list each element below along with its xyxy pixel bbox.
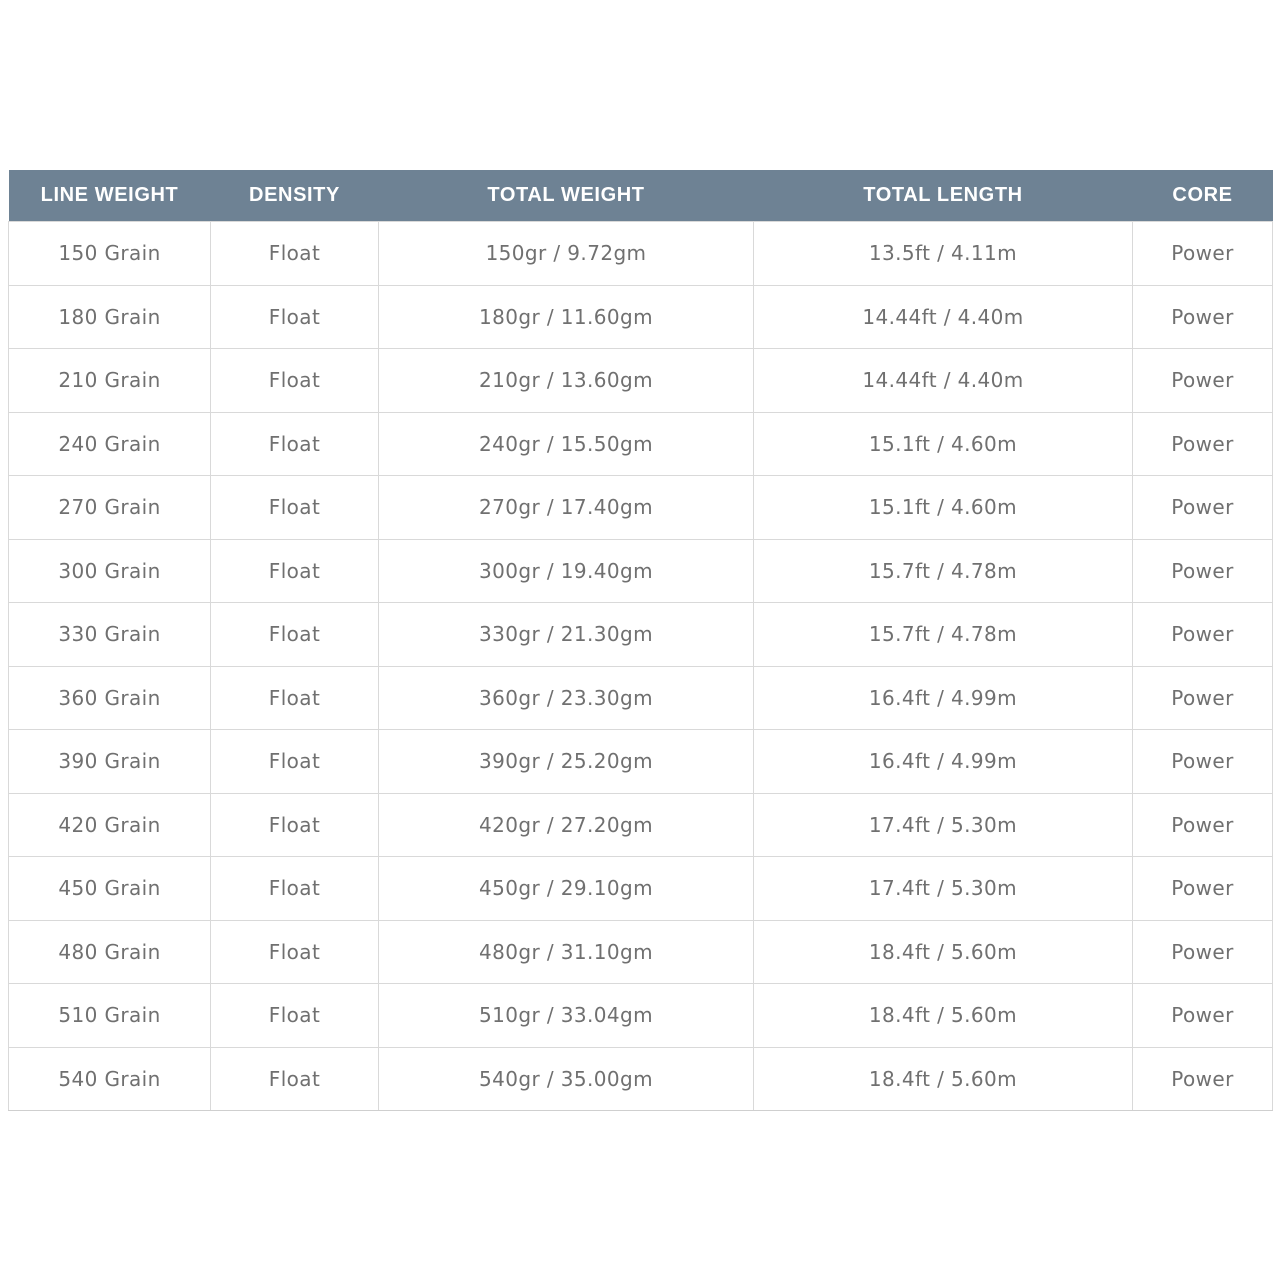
table-row bbox=[9, 857, 1273, 921]
cell-line-weight: 420 Grain bbox=[9, 793, 211, 857]
cell-total-length: 18.4ft / 5.60m bbox=[754, 920, 1133, 984]
cell-total-weight: 480gr / 31.10gm bbox=[379, 920, 754, 984]
cell-core: Power bbox=[1133, 349, 1273, 413]
cell-total-weight: 150gr / 9.72gm bbox=[379, 222, 754, 286]
cell-density: Float bbox=[211, 476, 379, 540]
cell-line-weight: 330 Grain bbox=[9, 603, 211, 667]
cell-total-length: 17.4ft / 5.30m bbox=[754, 793, 1133, 857]
table-row bbox=[9, 666, 1273, 730]
cell-total-weight: 510gr / 33.04gm bbox=[379, 984, 754, 1048]
cell-total-length: 16.4ft / 4.99m bbox=[754, 666, 1133, 730]
cell-total-length: 15.7ft / 4.78m bbox=[754, 539, 1133, 603]
cell-density: Float bbox=[211, 730, 379, 794]
cell-density: Float bbox=[211, 984, 379, 1048]
table-row bbox=[9, 1047, 1273, 1111]
cell-core: Power bbox=[1133, 793, 1273, 857]
cell-line-weight: 480 Grain bbox=[9, 920, 211, 984]
header-row bbox=[9, 170, 1273, 222]
cell-total-length: 15.1ft / 4.60m bbox=[754, 476, 1133, 540]
table-row bbox=[9, 222, 1273, 286]
cell-line-weight: 240 Grain bbox=[9, 412, 211, 476]
cell-total-weight: 210gr / 13.60gm bbox=[379, 349, 754, 413]
table-row bbox=[9, 984, 1273, 1048]
cell-total-weight: 450gr / 29.10gm bbox=[379, 857, 754, 921]
cell-density: Float bbox=[211, 857, 379, 921]
table-header bbox=[9, 170, 1273, 222]
cell-total-length: 14.44ft / 4.40m bbox=[754, 285, 1133, 349]
cell-core: Power bbox=[1133, 476, 1273, 540]
header-total-weight: TOTAL WEIGHT bbox=[379, 170, 754, 222]
cell-core: Power bbox=[1133, 1047, 1273, 1111]
cell-density: Float bbox=[211, 222, 379, 286]
cell-core: Power bbox=[1133, 920, 1273, 984]
table-row bbox=[9, 730, 1273, 794]
cell-core: Power bbox=[1133, 857, 1273, 921]
cell-line-weight: 150 Grain bbox=[9, 222, 211, 286]
header-total-length: TOTAL LENGTH bbox=[754, 170, 1133, 222]
cell-line-weight: 300 Grain bbox=[9, 539, 211, 603]
cell-core: Power bbox=[1133, 539, 1273, 603]
header-core: CORE bbox=[1133, 170, 1273, 222]
table-row bbox=[9, 285, 1273, 349]
cell-total-length: 18.4ft / 5.60m bbox=[754, 984, 1133, 1048]
table-row bbox=[9, 412, 1273, 476]
cell-total-length: 14.44ft / 4.40m bbox=[754, 349, 1133, 413]
cell-total-length: 13.5ft / 4.11m bbox=[754, 222, 1133, 286]
cell-line-weight: 540 Grain bbox=[9, 1047, 211, 1111]
cell-total-weight: 330gr / 21.30gm bbox=[379, 603, 754, 667]
cell-core: Power bbox=[1133, 603, 1273, 667]
cell-total-weight: 540gr / 35.00gm bbox=[379, 1047, 754, 1111]
cell-line-weight: 360 Grain bbox=[9, 666, 211, 730]
cell-total-length: 18.4ft / 5.60m bbox=[754, 1047, 1133, 1111]
table-row bbox=[9, 539, 1273, 603]
cell-total-weight: 420gr / 27.20gm bbox=[379, 793, 754, 857]
cell-core: Power bbox=[1133, 730, 1273, 794]
cell-total-weight: 300gr / 19.40gm bbox=[379, 539, 754, 603]
cell-core: Power bbox=[1133, 285, 1273, 349]
cell-total-weight: 390gr / 25.20gm bbox=[379, 730, 754, 794]
cell-density: Float bbox=[211, 603, 379, 667]
cell-total-weight: 180gr / 11.60gm bbox=[379, 285, 754, 349]
cell-line-weight: 510 Grain bbox=[9, 984, 211, 1048]
table-row bbox=[9, 349, 1273, 413]
cell-core: Power bbox=[1133, 222, 1273, 286]
cell-total-length: 17.4ft / 5.30m bbox=[754, 857, 1133, 921]
cell-total-length: 16.4ft / 4.99m bbox=[754, 730, 1133, 794]
cell-total-weight: 360gr / 23.30gm bbox=[379, 666, 754, 730]
line-spec-table bbox=[8, 170, 1273, 1111]
table-body bbox=[9, 222, 1273, 1111]
cell-line-weight: 270 Grain bbox=[9, 476, 211, 540]
header-line-weight: LINE WEIGHT bbox=[9, 170, 211, 222]
cell-total-length: 15.7ft / 4.78m bbox=[754, 603, 1133, 667]
cell-density: Float bbox=[211, 412, 379, 476]
cell-density: Float bbox=[211, 539, 379, 603]
cell-total-weight: 240gr / 15.50gm bbox=[379, 412, 754, 476]
cell-total-weight: 270gr / 17.40gm bbox=[379, 476, 754, 540]
table-row bbox=[9, 920, 1273, 984]
cell-core: Power bbox=[1133, 412, 1273, 476]
cell-line-weight: 390 Grain bbox=[9, 730, 211, 794]
cell-line-weight: 180 Grain bbox=[9, 285, 211, 349]
cell-density: Float bbox=[211, 349, 379, 413]
cell-line-weight: 210 Grain bbox=[9, 349, 211, 413]
header-density: DENSITY bbox=[211, 170, 379, 222]
cell-density: Float bbox=[211, 920, 379, 984]
cell-density: Float bbox=[211, 666, 379, 730]
table-row bbox=[9, 793, 1273, 857]
cell-core: Power bbox=[1133, 666, 1273, 730]
cell-total-length: 15.1ft / 4.60m bbox=[754, 412, 1133, 476]
cell-core: Power bbox=[1133, 984, 1273, 1048]
table-row bbox=[9, 476, 1273, 540]
cell-line-weight: 450 Grain bbox=[9, 857, 211, 921]
cell-density: Float bbox=[211, 1047, 379, 1111]
table-row bbox=[9, 603, 1273, 667]
cell-density: Float bbox=[211, 285, 379, 349]
cell-density: Float bbox=[211, 793, 379, 857]
